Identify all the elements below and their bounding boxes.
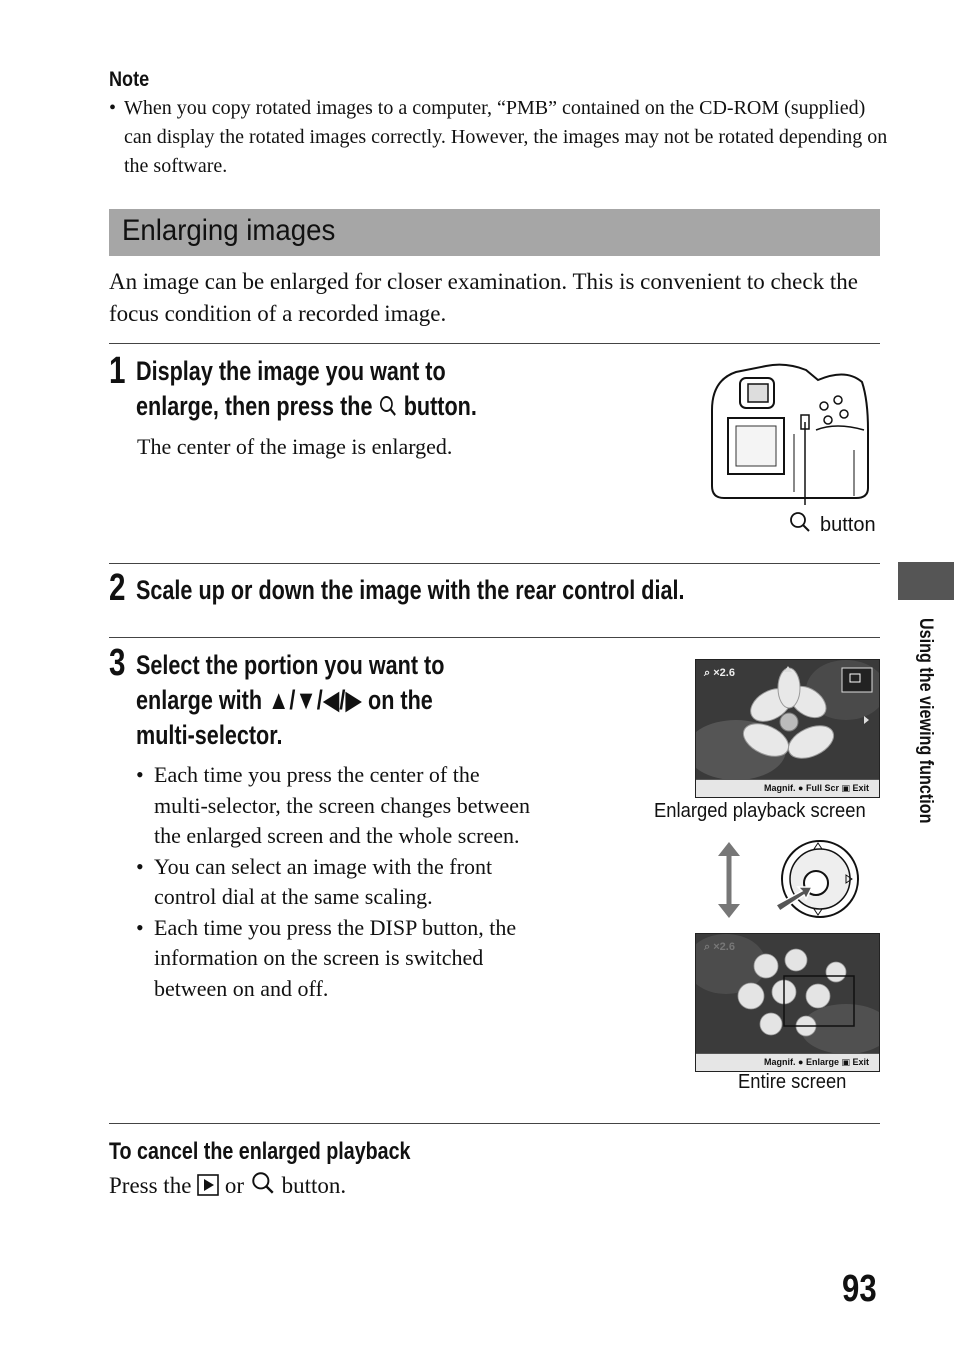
divider [109, 637, 880, 638]
magnify-icon [788, 510, 812, 534]
note-list [109, 94, 889, 181]
section-title: Enlarging images [122, 214, 336, 247]
zoom-level: ⌕ ×2.6 [704, 667, 735, 679]
step-body: The center of the image is enlarged. [137, 434, 453, 459]
multi-selector-icon [772, 835, 864, 921]
screen-status-bar: Magnif. ● Full Scr ▣ Exit [696, 779, 879, 797]
list-item: • Each time you press the center of the multi-selector, the screen changes between the enlarged screen and the whole screen. [136, 760, 531, 852]
button-callout: button [788, 510, 872, 537]
note-heading: Note [109, 68, 150, 91]
magnify-icon: ⌕ [704, 941, 711, 953]
screen-caption: Entire screen [738, 1071, 847, 1093]
entire-screen [695, 933, 880, 1072]
step-number: 1 [109, 350, 126, 392]
divider [109, 343, 880, 344]
page-number: 93 [842, 1268, 877, 1310]
enlarged-playback-screen [695, 659, 880, 798]
double-arrow-icon [716, 842, 742, 918]
step-bullets [136, 760, 531, 1004]
chapter-label: Using the viewing function [915, 618, 936, 824]
playback-icon [197, 1174, 219, 1196]
list-item: • You can select an image with the front control dial at the same scaling. [136, 852, 531, 913]
screen-caption: Enlarged playback screen [654, 800, 866, 822]
magnify-icon [378, 394, 397, 418]
magnify-icon: ⌕ [704, 667, 711, 679]
divider [109, 563, 880, 564]
cancel-heading: To cancel the enlarged playback [109, 1138, 411, 1165]
cancel-text: Press the or button. [109, 1170, 346, 1201]
step-title: Select the portion you want to enlarge with ▲/▼/◀/▶ on the multi-selector. [136, 650, 445, 750]
zoom-level: ⌕ ×2.6 [704, 941, 735, 953]
step-title: Scale up or down the image with the rear control dial. [136, 575, 685, 605]
list-item: • Each time you press the DISP button, the information on the screen is switched between on and off. [136, 913, 531, 1005]
screen-status-bar: Magnif. ● Enlarge ▣ Exit [696, 1053, 879, 1071]
section-intro: An image can be enlarged for closer examination. This is convenient to check the focus condition of a recorded image. [109, 269, 858, 326]
step-number: 2 [109, 567, 126, 609]
step-number: 3 [109, 642, 126, 684]
divider [109, 1123, 880, 1124]
step-title: Display the image you want to enlarge, then press the button. [136, 356, 477, 421]
camera-back-illustration [706, 360, 872, 505]
note-item: • When you copy rotated images to a computer, “PMB” contained on the CD-ROM (supplied) can display the rotated images correctly. However, the images may not be rotated depending on the software. [109, 94, 889, 181]
chapter-tab [898, 562, 954, 600]
magnify-icon [250, 1170, 276, 1196]
